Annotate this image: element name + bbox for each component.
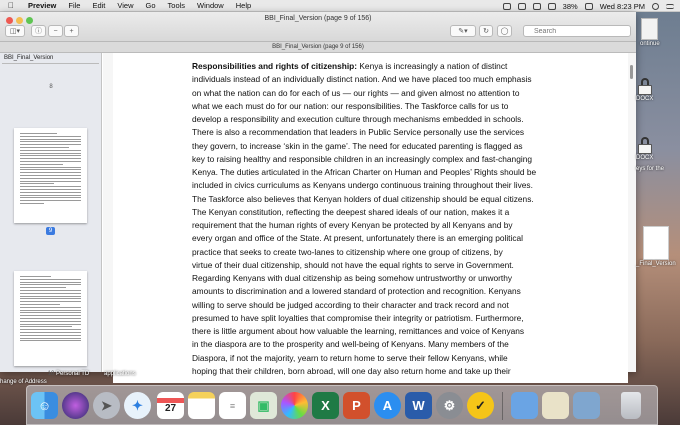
dock — [26, 385, 658, 425]
markup-toolbar-button[interactable] — [497, 25, 512, 37]
menu-view[interactable]: View — [117, 1, 134, 10]
menu-bar — [0, 0, 680, 12]
page-thumbnail-9[interactable] — [14, 128, 87, 223]
lock-icon — [638, 137, 652, 154]
lock-icon — [638, 78, 652, 95]
text-line: virtue of their dual citizenship, should not have the equal rights to serve in Government. — [192, 259, 514, 270]
preview-icon[interactable]: ▣ — [250, 392, 277, 419]
text-line: Kenya. The duties articulated in the African Charter on Human and Peoples’ Rights should be — [192, 167, 537, 177]
text-line: practice that seeks to create two-lanes to citizenship where one group of citizens, by — [192, 246, 503, 257]
notification-center-icon[interactable] — [666, 4, 674, 9]
siri-icon[interactable] — [62, 392, 89, 419]
trash-icon[interactable] — [621, 392, 641, 419]
window-title: BBI_Final_Version (page 9 of 156) — [264, 15, 372, 22]
desktop-label-change-of-address[interactable]: hange of Address — [0, 379, 47, 385]
desktop-file-label: ontinue — [640, 41, 660, 47]
vertical-scrollbar[interactable] — [630, 65, 633, 79]
documents-stack-icon[interactable] — [542, 392, 569, 419]
zoom-out-button[interactable] — [48, 25, 63, 37]
safari-icon[interactable]: ✦ — [124, 392, 151, 419]
apple-menu-icon[interactable] — [0, 1, 22, 10]
menu-edit[interactable]: Edit — [92, 1, 106, 10]
text-line: in the diaspora are to the prosperity and well-being of Kenyans. Many members of the — [192, 339, 509, 350]
desktop-label-applications[interactable]: applications — [104, 371, 136, 377]
desktop-file-label: DOCX — [636, 96, 654, 102]
desktop-file-bbi[interactable] — [636, 226, 676, 267]
spotlight-icon[interactable] — [652, 3, 659, 10]
app-store-icon[interactable]: A — [374, 392, 401, 419]
page-number-9-selected: 9 — [46, 227, 55, 235]
desktop-file-keys[interactable] — [636, 166, 664, 172]
text-line: presumed to have split loyalties that compromise their integrity or patriotism. Furthermore, — [192, 312, 524, 323]
text-line: The Kenyan constitution, reflecting the deepest shared ideals of our nation, makes it a — [192, 206, 510, 217]
text-line: develop a responsibility and execution culture through mechanisms embedded in schools. — [192, 114, 524, 124]
menu-file[interactable]: File — [68, 1, 81, 10]
page-thumbnail-10[interactable] — [14, 271, 87, 366]
section-heading: Responsibilities and rights of citizenship: — [192, 61, 358, 71]
sidebar-toggle-button[interactable] — [5, 25, 25, 37]
rotate-button[interactable] — [479, 25, 493, 37]
calendar-day: 27 — [164, 402, 177, 414]
text-line: The Taskforce also believes that Kenyan holders of dual citizenship should be equal citizens. — [192, 193, 534, 204]
pdf-page — [113, 53, 628, 383]
system-preferences-icon[interactable]: ⚙ — [436, 392, 463, 419]
cloud-icon[interactable] — [503, 3, 511, 10]
text-line: Regarding Kenyans with dual citizenship as being somehow untrustworthy or unworthy — [192, 273, 513, 283]
desktop-locked-docx-1[interactable] — [636, 78, 653, 102]
sidebar-document-title[interactable]: BBI_Final_Version — [4, 55, 54, 61]
volume-icon[interactable] — [548, 3, 556, 10]
sidebar-icon: ◫▾ — [9, 28, 21, 35]
sidebar-divider — [2, 63, 99, 64]
downloads-stack-icon[interactable] — [511, 392, 538, 419]
text-line: amounts to discrimination and a lowered standard of protection and recognition. Kenyans — [192, 286, 521, 297]
menu-tools[interactable]: Tools — [167, 1, 186, 10]
text-line: what we each must do for our nation: our responsibilities. The Taskforce calls for us to — [192, 100, 509, 111]
reminders-icon[interactable]: ≡ — [219, 392, 246, 419]
desktop-file-label: eys for the — [636, 166, 665, 172]
text-line: Responsibilities and rights of citizenship: Kenya is increasingly a nation of distinct — [192, 61, 508, 71]
menu-app-name[interactable]: Preview — [28, 1, 57, 10]
document-icon — [641, 18, 658, 40]
search-input[interactable] — [523, 25, 631, 37]
text-line: there is little argument about how valuable the learning, remittances and voice of Kenyans — [192, 326, 525, 336]
desktop-stack-icon[interactable] — [573, 392, 600, 419]
text-line: every organ and office of the State. At present, unfortunately there is an emerging political — [192, 233, 524, 244]
text-line: There is also a recommendation that leaders in Public Service personally use the services — [192, 127, 525, 138]
pdf-thumbnail-icon — [643, 226, 669, 260]
desktop-file-label: _Final_Version — [636, 261, 676, 267]
desktop-file-label: DOCX — [636, 155, 654, 161]
text-line: hoping that their children, born abroad, will one day also return home and take up their — [192, 365, 511, 376]
zoom-in-button[interactable] — [64, 25, 79, 37]
markup-pen-button[interactable] — [450, 25, 476, 37]
text-line: requirement that the human rights of every Kenyan be protected by all Kenyans and by — [192, 220, 513, 230]
pen-icon: ✎▾ — [458, 28, 468, 35]
page-number-8: 8 — [49, 84, 53, 90]
desktop-locked-docx-2[interactable] — [636, 137, 653, 161]
status-area — [503, 0, 674, 12]
desktop-file-1[interactable] — [640, 18, 660, 47]
zoom-out-icon: − — [53, 27, 58, 35]
clock[interactable]: Wed 8:23 PM — [599, 1, 645, 11]
battery-percent[interactable]: 38% — [562, 1, 578, 11]
window-toolbar — [0, 12, 636, 42]
zoom-in-icon: + — [69, 27, 74, 35]
text-line: Diaspora, if not the majority, yearn to return home to serve their fellow Kenyans, while — [192, 352, 508, 363]
markup-icon: ◯ — [500, 28, 509, 35]
powerpoint-icon[interactable]: P — [343, 392, 370, 419]
notes-icon[interactable] — [188, 392, 215, 419]
desktop-label-personal-td[interactable]: Personal TD — [56, 371, 90, 377]
info-button[interactable] — [31, 25, 46, 37]
finder-icon[interactable]: ☺ — [31, 392, 58, 419]
calendar-icon[interactable] — [157, 392, 184, 419]
text-line: included in civics curriculums as Kenyans undergo continuous training throughout their lives. — [192, 180, 533, 191]
wifi-icon[interactable] — [533, 3, 541, 10]
page-text — [192, 60, 564, 378]
text-line: they govern, to increase ‘skin in the game’. The need for educated parenting is flagged as — [192, 140, 523, 151]
dropbox-icon[interactable] — [518, 3, 526, 10]
excel-icon[interactable]: X — [312, 392, 339, 419]
document-tab[interactable]: BBI_Final_Version (page 9 of 156) — [0, 42, 636, 53]
photos-icon[interactable] — [281, 392, 308, 419]
text-line: key to raising healthy and responsible children in an increasingly complex and fast-changing — [192, 153, 532, 164]
info-icon: ⓘ — [35, 28, 42, 35]
launchpad-icon[interactable]: ➤ — [93, 392, 120, 419]
rotate-icon: ↻ — [483, 28, 489, 35]
norton-icon[interactable]: ✓ — [467, 392, 494, 419]
page-number-10: 10 — [47, 371, 55, 377]
dock-separator — [502, 392, 503, 420]
menu-go[interactable]: Go — [145, 1, 156, 10]
menu-window[interactable]: Window — [197, 1, 224, 10]
text-line: on what the nation can do for each of us — our rights — and given almost no attention to — [192, 87, 520, 98]
menu-help[interactable]: Help — [235, 1, 252, 10]
text-line: individuals instead of an individually distinct nation. And we have placed too much emphasis — [192, 74, 532, 85]
text-line: willing to serve should be judged according to their character and track record and not — [192, 299, 509, 310]
battery-icon[interactable] — [585, 3, 593, 10]
word-icon[interactable]: W — [405, 392, 432, 419]
